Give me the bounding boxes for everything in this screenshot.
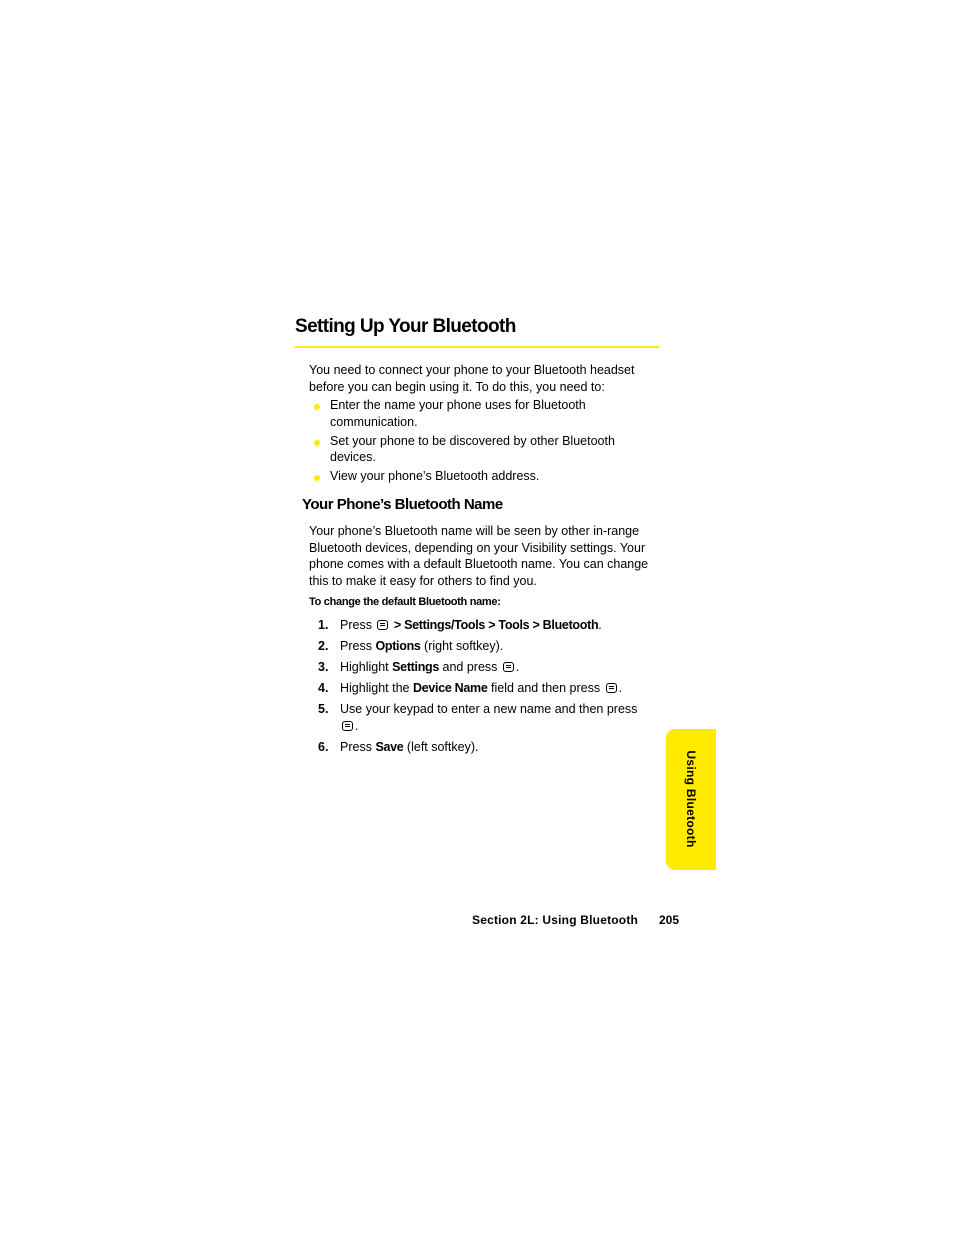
bullet-dot-icon — [314, 440, 320, 446]
step-number: 2. — [318, 639, 329, 653]
step-text: and press — [442, 660, 498, 674]
side-tab-label: Using Bluetooth — [684, 750, 698, 848]
bullet-item — [309, 433, 654, 466]
step-text: Use your keypad to enter a new name and then press — [340, 702, 638, 716]
step-item — [309, 659, 639, 676]
step-key-label: Settings — [392, 660, 440, 674]
bullet-item — [309, 468, 654, 485]
step-item — [309, 617, 639, 634]
footer-page-number: 205 — [659, 913, 680, 927]
intro-paragraph: You need to connect your phone to your Bluetooth headset before you can begin using it. To do this, you need to: — [309, 363, 635, 394]
procedure-steps — [309, 617, 639, 760]
step-text: . — [618, 681, 623, 695]
step-text: field and then press — [491, 681, 601, 695]
bullet-dot-icon — [314, 404, 320, 410]
step-text: . — [515, 660, 520, 674]
step-number: 5. — [318, 702, 329, 716]
bullet-text: Enter the name your phone uses for Bluetooth communication. — [330, 398, 586, 429]
bullet-dot-icon — [314, 475, 320, 481]
step-item — [309, 680, 639, 697]
step-text: (right softkey). — [424, 639, 504, 653]
procedure-label: To change the default Bluetooth name: — [309, 596, 501, 608]
section-side-tab — [666, 729, 716, 870]
step-text: . — [355, 718, 359, 733]
step-number: 4. — [318, 681, 329, 695]
page-title: Setting Up Your Bluetooth — [295, 316, 516, 337]
bullet-item — [309, 397, 654, 430]
step-text: Press — [340, 639, 372, 653]
step-text: . — [598, 618, 602, 632]
step-text: Highlight — [340, 660, 389, 674]
step-number: 1. — [318, 618, 329, 632]
menu-key-icon — [503, 662, 514, 672]
section-paragraph: Your phone’s Bluetooth name will be seen by other in-range Bluetooth devices, depending on your Visibility settings. Your phone comes with a default Bluetooth name. You can change this to make it easy for others to find you. — [309, 524, 649, 588]
step-item — [309, 638, 639, 655]
step-menu-path: > Settings/Tools > Tools > Bluetooth — [393, 618, 599, 632]
menu-key-icon — [606, 683, 617, 693]
footer-section-label: Section 2L: Using Bluetooth — [472, 913, 639, 927]
step-text: (left softkey). — [406, 739, 479, 754]
step-key-label: Device Name — [412, 681, 488, 695]
step-key-label: Options — [375, 639, 421, 653]
step-number: 6. — [318, 739, 329, 754]
step-item — [309, 739, 639, 756]
step-item — [309, 701, 639, 734]
step-text: Press — [340, 618, 372, 632]
section-heading: Your Phone’s Bluetooth Name — [302, 496, 503, 513]
step-text: Press — [340, 739, 372, 754]
bullet-text: View your phone’s Bluetooth address. — [330, 469, 540, 483]
bullet-text: Set your phone to be discovered by other Bluetooth devices. — [330, 433, 615, 464]
intro-bullet-list — [309, 397, 654, 487]
title-underline — [295, 346, 659, 348]
step-key-label: Save — [375, 739, 404, 754]
menu-key-icon — [377, 620, 388, 630]
step-number: 3. — [318, 660, 329, 674]
menu-key-icon — [342, 721, 353, 731]
step-text: Highlight the — [340, 681, 410, 695]
